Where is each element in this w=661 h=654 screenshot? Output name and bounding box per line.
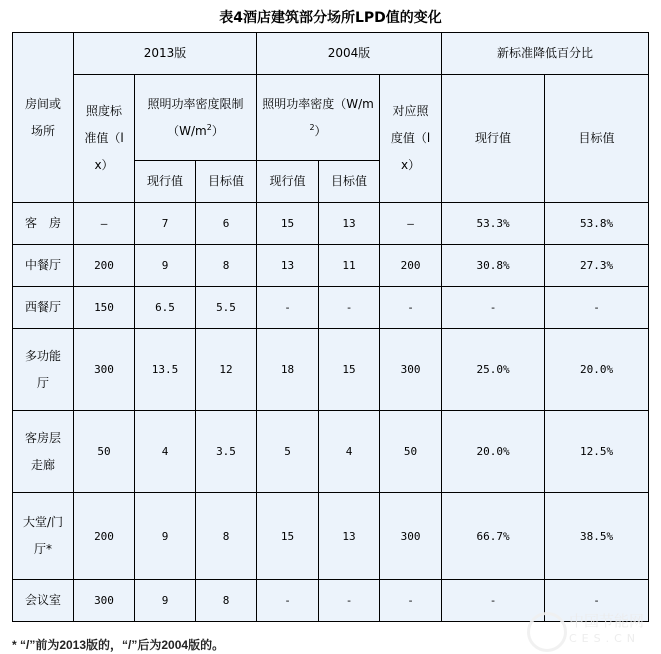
- room-label-line2: 走廊: [30, 457, 55, 472]
- header-group-2013: 2013版: [74, 33, 257, 75]
- tgt-2013-cell: 8: [196, 245, 257, 287]
- room-cell: [13, 580, 74, 622]
- cur-2013-cell: 9: [135, 493, 196, 580]
- cur-2004-cell: -: [257, 287, 319, 329]
- header-illum-2004-line2: 度值（l: [390, 131, 431, 145]
- header-lpd-limit-line1: 照明功率密度限制: [147, 96, 244, 111]
- illum-2004-cell: 300: [380, 493, 442, 580]
- header-2013-target: 目标值: [196, 161, 257, 203]
- room-label: 客 房: [24, 216, 61, 230]
- unit-close: ）: [211, 123, 224, 138]
- illum-2013-cell: 300: [74, 580, 135, 622]
- table-title: 表4酒店建筑部分场所LPD值的变化: [219, 10, 442, 26]
- illum-2004-cell: 300: [380, 329, 442, 411]
- reduction-current-cell: 20.0%: [442, 411, 545, 493]
- illum-2004-cell: -: [380, 287, 442, 329]
- room-cell: [13, 203, 74, 245]
- reduction-current-cell: 25.0%: [442, 329, 545, 411]
- tgt-2004-cell: 13: [319, 493, 380, 580]
- cur-2004-cell: 18: [257, 329, 319, 411]
- cur-2013-cell: 9: [135, 245, 196, 287]
- header-lpd-2004-line1: 照明功率密度（W/m: [262, 96, 374, 111]
- illum-2013-cell: 200: [74, 493, 135, 580]
- room-cell: [13, 245, 74, 287]
- tgt-2004-cell: 15: [319, 329, 380, 411]
- reduction-current-cell: 66.7%: [442, 493, 545, 580]
- tgt-2013-cell: 3.5: [196, 411, 257, 493]
- header-2004-current: 现行值: [257, 161, 319, 203]
- header-lpd-limit-line2: [137, 118, 254, 145]
- header-lpd-2004-line2: [259, 118, 377, 145]
- header-2013-current: 现行值: [135, 161, 196, 203]
- reduction-current-cell: 30.8%: [442, 245, 545, 287]
- header-reduction-target: 目标值: [545, 75, 649, 203]
- tgt-2004-cell: 13: [319, 203, 380, 245]
- reduction-target-cell: 12.5%: [545, 411, 649, 493]
- lpd-table: [12, 32, 649, 622]
- table-row: [13, 493, 649, 580]
- header-illum-2004-line1: 对应照: [392, 104, 429, 118]
- room-label: 西餐厅: [24, 300, 61, 314]
- unit-text: （W/m: [167, 123, 207, 138]
- table-row: [13, 287, 649, 329]
- footnote: * “/”前为2013版的，“/”后为2004版的。: [12, 638, 225, 652]
- tgt-2004-cell: -: [319, 287, 380, 329]
- room-label-line2: 厅*: [33, 542, 52, 556]
- reduction-current-cell: -: [442, 287, 545, 329]
- room-label-line1: 大堂/门: [22, 515, 64, 529]
- illum-2013-cell: 150: [74, 287, 135, 329]
- table-row: [13, 580, 649, 622]
- header-2004-target: 目标值: [319, 161, 380, 203]
- tgt-2004-cell: -: [319, 580, 380, 622]
- illum-2013-cell: 300: [74, 329, 135, 411]
- header-group-2004: 2004版: [257, 33, 442, 75]
- cur-2013-cell: 6.5: [135, 287, 196, 329]
- illum-2004-cell: —: [380, 203, 442, 245]
- header-group-reduction: 新标准降低百分比: [442, 33, 649, 75]
- reduction-target-cell: 38.5%: [545, 493, 649, 580]
- unit-close: ）: [314, 123, 327, 138]
- room-label-line2: 厅: [36, 375, 49, 390]
- illum-2013-cell: 50: [74, 411, 135, 493]
- cur-2004-cell: 15: [257, 493, 319, 580]
- cur-2004-cell: 13: [257, 245, 319, 287]
- illum-2004-cell: -: [380, 580, 442, 622]
- header-illum-2004: [380, 75, 442, 203]
- reduction-target-cell: 27.3%: [545, 245, 649, 287]
- header-illum-2013-line1: 照度标: [85, 104, 122, 118]
- illum-2004-cell: 50: [380, 411, 442, 493]
- table-row: [13, 203, 649, 245]
- room-label-line1: 客房层: [24, 430, 61, 445]
- room-label: 会议室: [24, 593, 61, 607]
- tgt-2013-cell: 8: [196, 493, 257, 580]
- reduction-current-cell: 53.3%: [442, 203, 545, 245]
- cur-2004-cell: -: [257, 580, 319, 622]
- cur-2004-cell: 5: [257, 411, 319, 493]
- room-cell: [13, 287, 74, 329]
- watermark-cn-text: 中国节能网: [569, 612, 645, 630]
- room-cell: [13, 493, 74, 580]
- tgt-2013-cell: 6: [196, 203, 257, 245]
- header-room-line1: 房间或: [24, 96, 61, 111]
- illum-2004-cell: 200: [380, 245, 442, 287]
- tgt-2004-cell: 4: [319, 411, 380, 493]
- header-reduction-current: 现行值: [442, 75, 545, 203]
- room-cell: [13, 411, 74, 493]
- header-lpd-2004: [257, 75, 380, 161]
- illum-2013-cell: 200: [74, 245, 135, 287]
- unit-superscript: 2: [206, 122, 212, 132]
- tgt-2013-cell: 12: [196, 329, 257, 411]
- table-row: [13, 245, 649, 287]
- header-illum-2004-line3: x）: [400, 158, 421, 172]
- table-row: [13, 411, 649, 493]
- cur-2013-cell: 13.5: [135, 329, 196, 411]
- header-illum-2013-line3: x）: [94, 158, 114, 172]
- room-label-line1: 多功能: [24, 348, 61, 363]
- watermark-en-text: CES.CN: [569, 632, 641, 645]
- header-room: [13, 33, 74, 203]
- header-lpd-limit-2013: [135, 75, 257, 161]
- reduction-target-cell: 20.0%: [545, 329, 649, 411]
- reduction-target-cell: -: [545, 287, 649, 329]
- header-row-groups: [13, 33, 649, 75]
- cur-2013-cell: 7: [135, 203, 196, 245]
- reduction-target-cell: 53.8%: [545, 203, 649, 245]
- tgt-2013-cell: 8: [196, 580, 257, 622]
- illum-2013-cell: —: [74, 203, 135, 245]
- reduction-target-cell: -: [545, 580, 649, 622]
- header-row-subgroups: [13, 75, 649, 161]
- room-cell: [13, 329, 74, 411]
- tgt-2004-cell: 11: [319, 245, 380, 287]
- cur-2004-cell: 15: [257, 203, 319, 245]
- header-illum-2013: [74, 75, 135, 203]
- reduction-current-cell: -: [442, 580, 545, 622]
- cur-2013-cell: 9: [135, 580, 196, 622]
- table-row: [13, 329, 649, 411]
- header-illum-2013-line2: 准值（l: [84, 131, 124, 145]
- cur-2013-cell: 4: [135, 411, 196, 493]
- header-room-line2: 场所: [30, 123, 55, 138]
- tgt-2013-cell: 5.5: [196, 287, 257, 329]
- room-label: 中餐厅: [24, 258, 61, 272]
- unit-superscript: 2: [309, 122, 315, 132]
